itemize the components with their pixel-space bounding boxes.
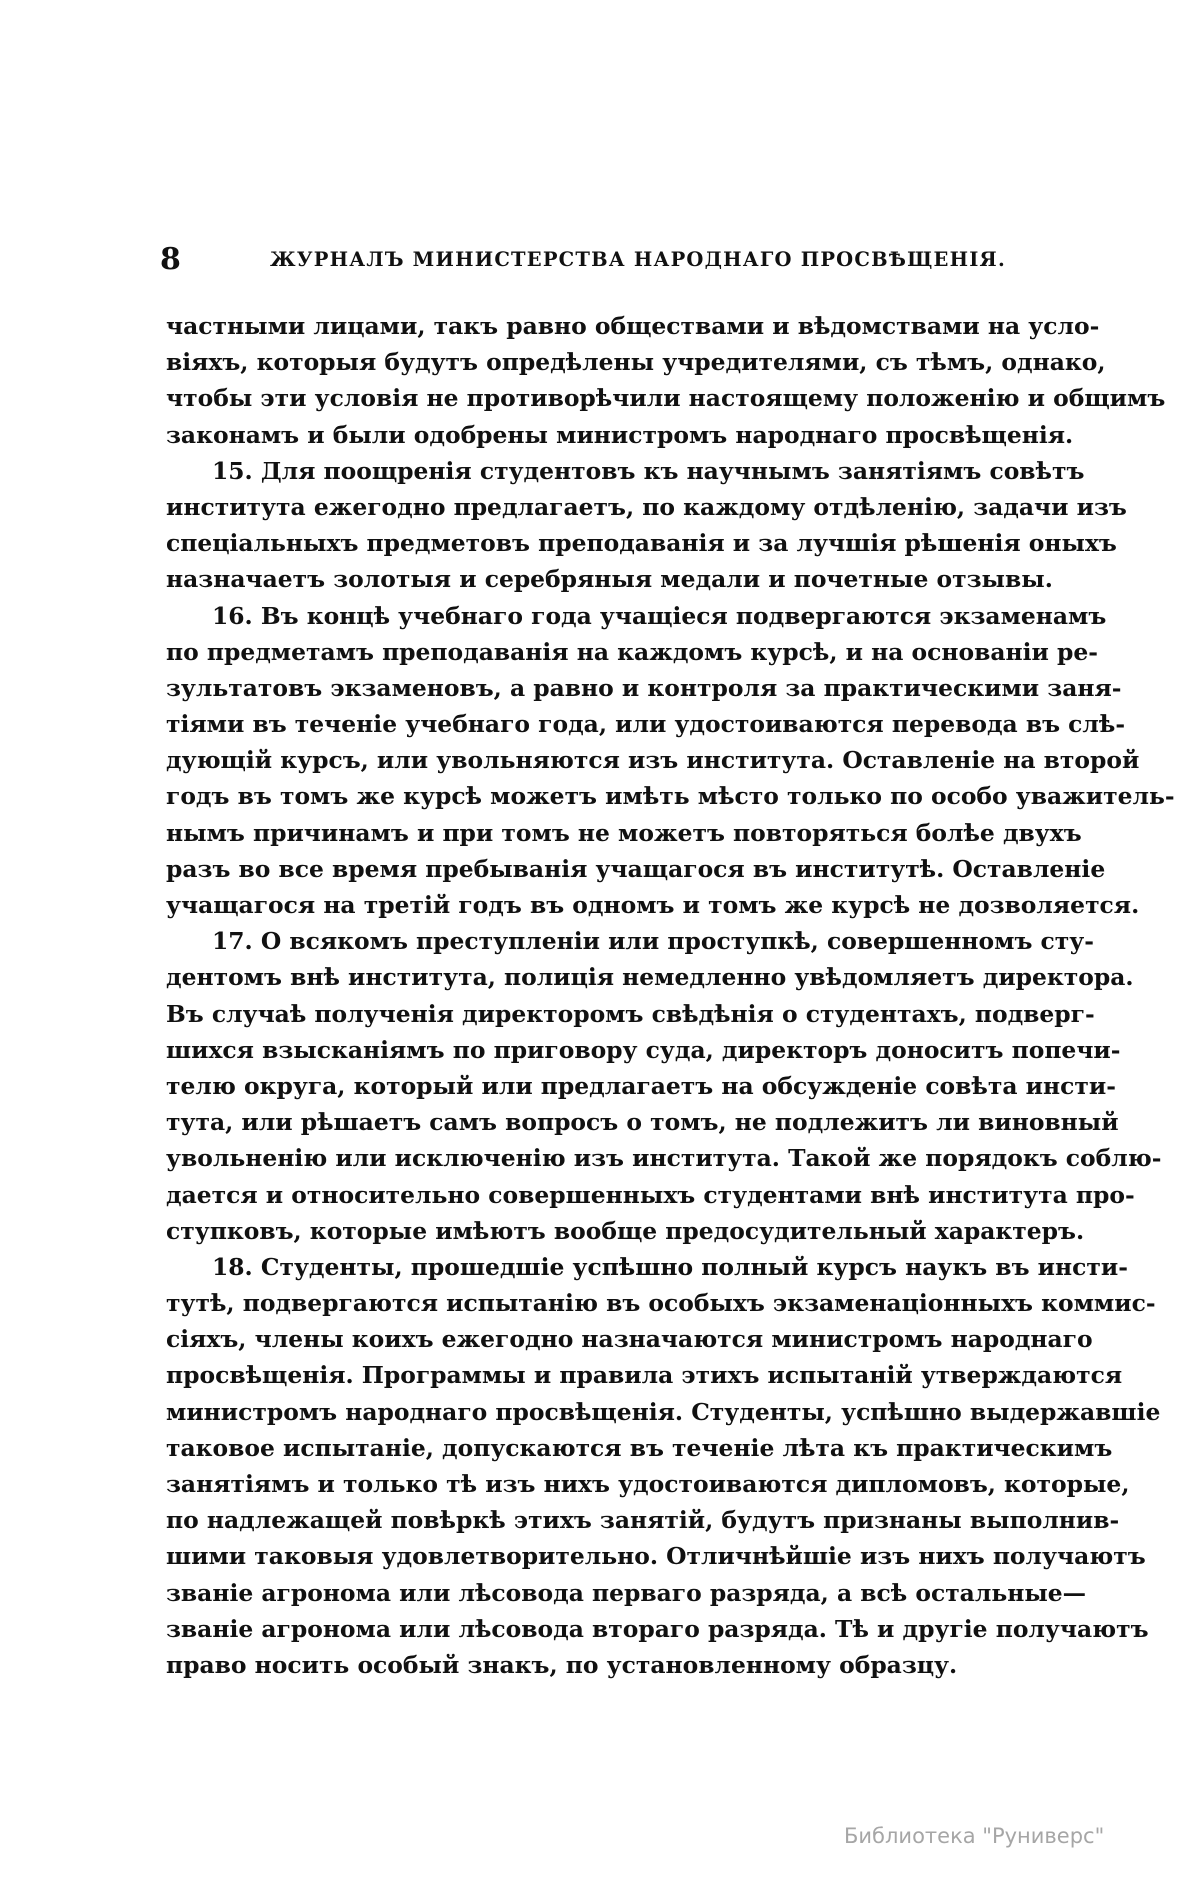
text-line: тутѣ, подвергаются испытанію въ особыхъ экзаменаціонныхъ коммис- [166, 1289, 1156, 1318]
paragraph-16-start: 16. Въ концѣ учебнаго года учащіеся подвергаются экзаменамъ [212, 601, 1107, 630]
text-line: право носить особый знакъ, по установленному образцу. [166, 1650, 958, 1679]
text-line: увольненію или исключенію изъ института. Такой же порядокъ соблю- [166, 1144, 1162, 1173]
text-line: телю округа, который или предлагаетъ на обсужденіе совѣта инсти- [166, 1071, 1116, 1100]
text-line: по предметамъ преподаванія на каждомъ курсѣ, и на основаніи ре- [166, 637, 1098, 666]
text-line: спеціальныхъ предметовъ преподаванія и за лучшія рѣшенія оныхъ [166, 529, 1117, 558]
text-line: ступковъ, которые имѣютъ вообще предосудительный характеръ. [166, 1216, 1085, 1245]
body-text [166, 308, 1175, 1683]
text-line: института ежегодно предлагаетъ, по каждому отдѣленію, задачи изъ [166, 492, 1127, 521]
text-line: званіе агронома или лѣсовода перваго разряда, а всѣ остальные— [166, 1578, 1087, 1607]
text-line: шихся взысканіямъ по приговору суда, директоръ доноситъ попечи- [166, 1035, 1121, 1064]
text-line: нымъ причинамъ и при томъ не можетъ повторяться болѣе двухъ [166, 818, 1082, 847]
text-line: чтобы эти условія не противорѣчили настоящему положенію и общимъ [166, 384, 1166, 413]
library-watermark: Библиотека "Руниверс" [844, 1824, 1105, 1848]
text-line: просвѣщенія. Программы и правила этихъ испытаній утверждаются [166, 1361, 1123, 1390]
text-line: Въ случаѣ полученія директоромъ свѣдѣнія о студентахъ, подверг- [166, 999, 1095, 1028]
text-line: дентомъ внѣ института, полиція немедленно увѣдомляетъ директора. [166, 963, 1134, 992]
text-line: сіяхъ, члены коихъ ежегодно назначаются министромъ народнаго [166, 1325, 1093, 1354]
text-line: званіе агронома или лѣсовода втораго разряда. Тѣ и другіе получаютъ [166, 1614, 1149, 1643]
text-line: занятіямъ и только тѣ изъ нихъ удостоиваются дипломовъ, которые, [166, 1470, 1130, 1498]
text-line: віяхъ, которыя будутъ опредѣлены учредителями, съ тѣмъ, однако, [166, 348, 1106, 377]
text-line: зультатовъ экзаменовъ, а равно и контроля за практическими заня- [166, 673, 1122, 702]
text-line: дается и относительно совершенныхъ студентами внѣ института про- [166, 1180, 1135, 1209]
page-header [160, 240, 1040, 280]
text-line: таковое испытаніе, допускаются въ теченіе лѣта къ практическимъ [166, 1433, 1113, 1462]
page-number: 8 [160, 242, 181, 277]
text-line: назначаетъ золотыя и серебряныя медали и почетные отзывы. [166, 565, 1053, 594]
paragraph-17-start: 17. О всякомъ преступленіи или проступкѣ, совершенномъ сту- [212, 927, 1094, 956]
text-line: тіями въ теченіе учебнаго года, или удостоиваются перевода въ слѣ- [166, 710, 1126, 739]
text-line: годъ въ томъ же курсѣ можетъ имѣть мѣсто только по особо уважитель- [166, 782, 1175, 811]
text-line: по надлежащей повѣркѣ этихъ занятій, будутъ признаны выполнив- [166, 1506, 1120, 1535]
text-line: министромъ народнаго просвѣщенія. Студенты, успѣшно выдержавшіе [166, 1397, 1161, 1426]
paragraph-18-start: 18. Студенты, прошедшіе успѣшно полный курсъ наукъ въ инсти- [212, 1252, 1128, 1281]
text-line: тута, или рѣшаетъ самъ вопросъ о томъ, не подлежитъ ли виновный [166, 1108, 1119, 1137]
text-line: дующій курсъ, или увольняются изъ института. Оставленіе на второй [166, 746, 1140, 775]
text-line: частными лицами, такъ равно обществами и вѣдомствами на усло- [166, 312, 1100, 340]
paragraph-15-start: 15. Для поощренія студентовъ къ научнымъ занятіямъ совѣтъ [212, 456, 1085, 485]
text-line: шими таковыя удовлетворительно. Отличнѣйшіе изъ нихъ получаютъ [166, 1542, 1146, 1571]
text-line: законамъ и были одобрены министромъ народнаго просвѣщенія. [166, 420, 1074, 449]
text-line: разъ во все время пребыванія учащагося въ институтѣ. Оставленіе [166, 854, 1106, 883]
running-title: ЖУРНАЛЪ МИНИСТЕРСТВА НАРОДНАГО ПРОСВѢЩЕНІЯ. [270, 248, 1006, 271]
text-line: учащагося на третій годъ въ одномъ и томъ же курсѣ не дозволяется. [166, 891, 1140, 919]
